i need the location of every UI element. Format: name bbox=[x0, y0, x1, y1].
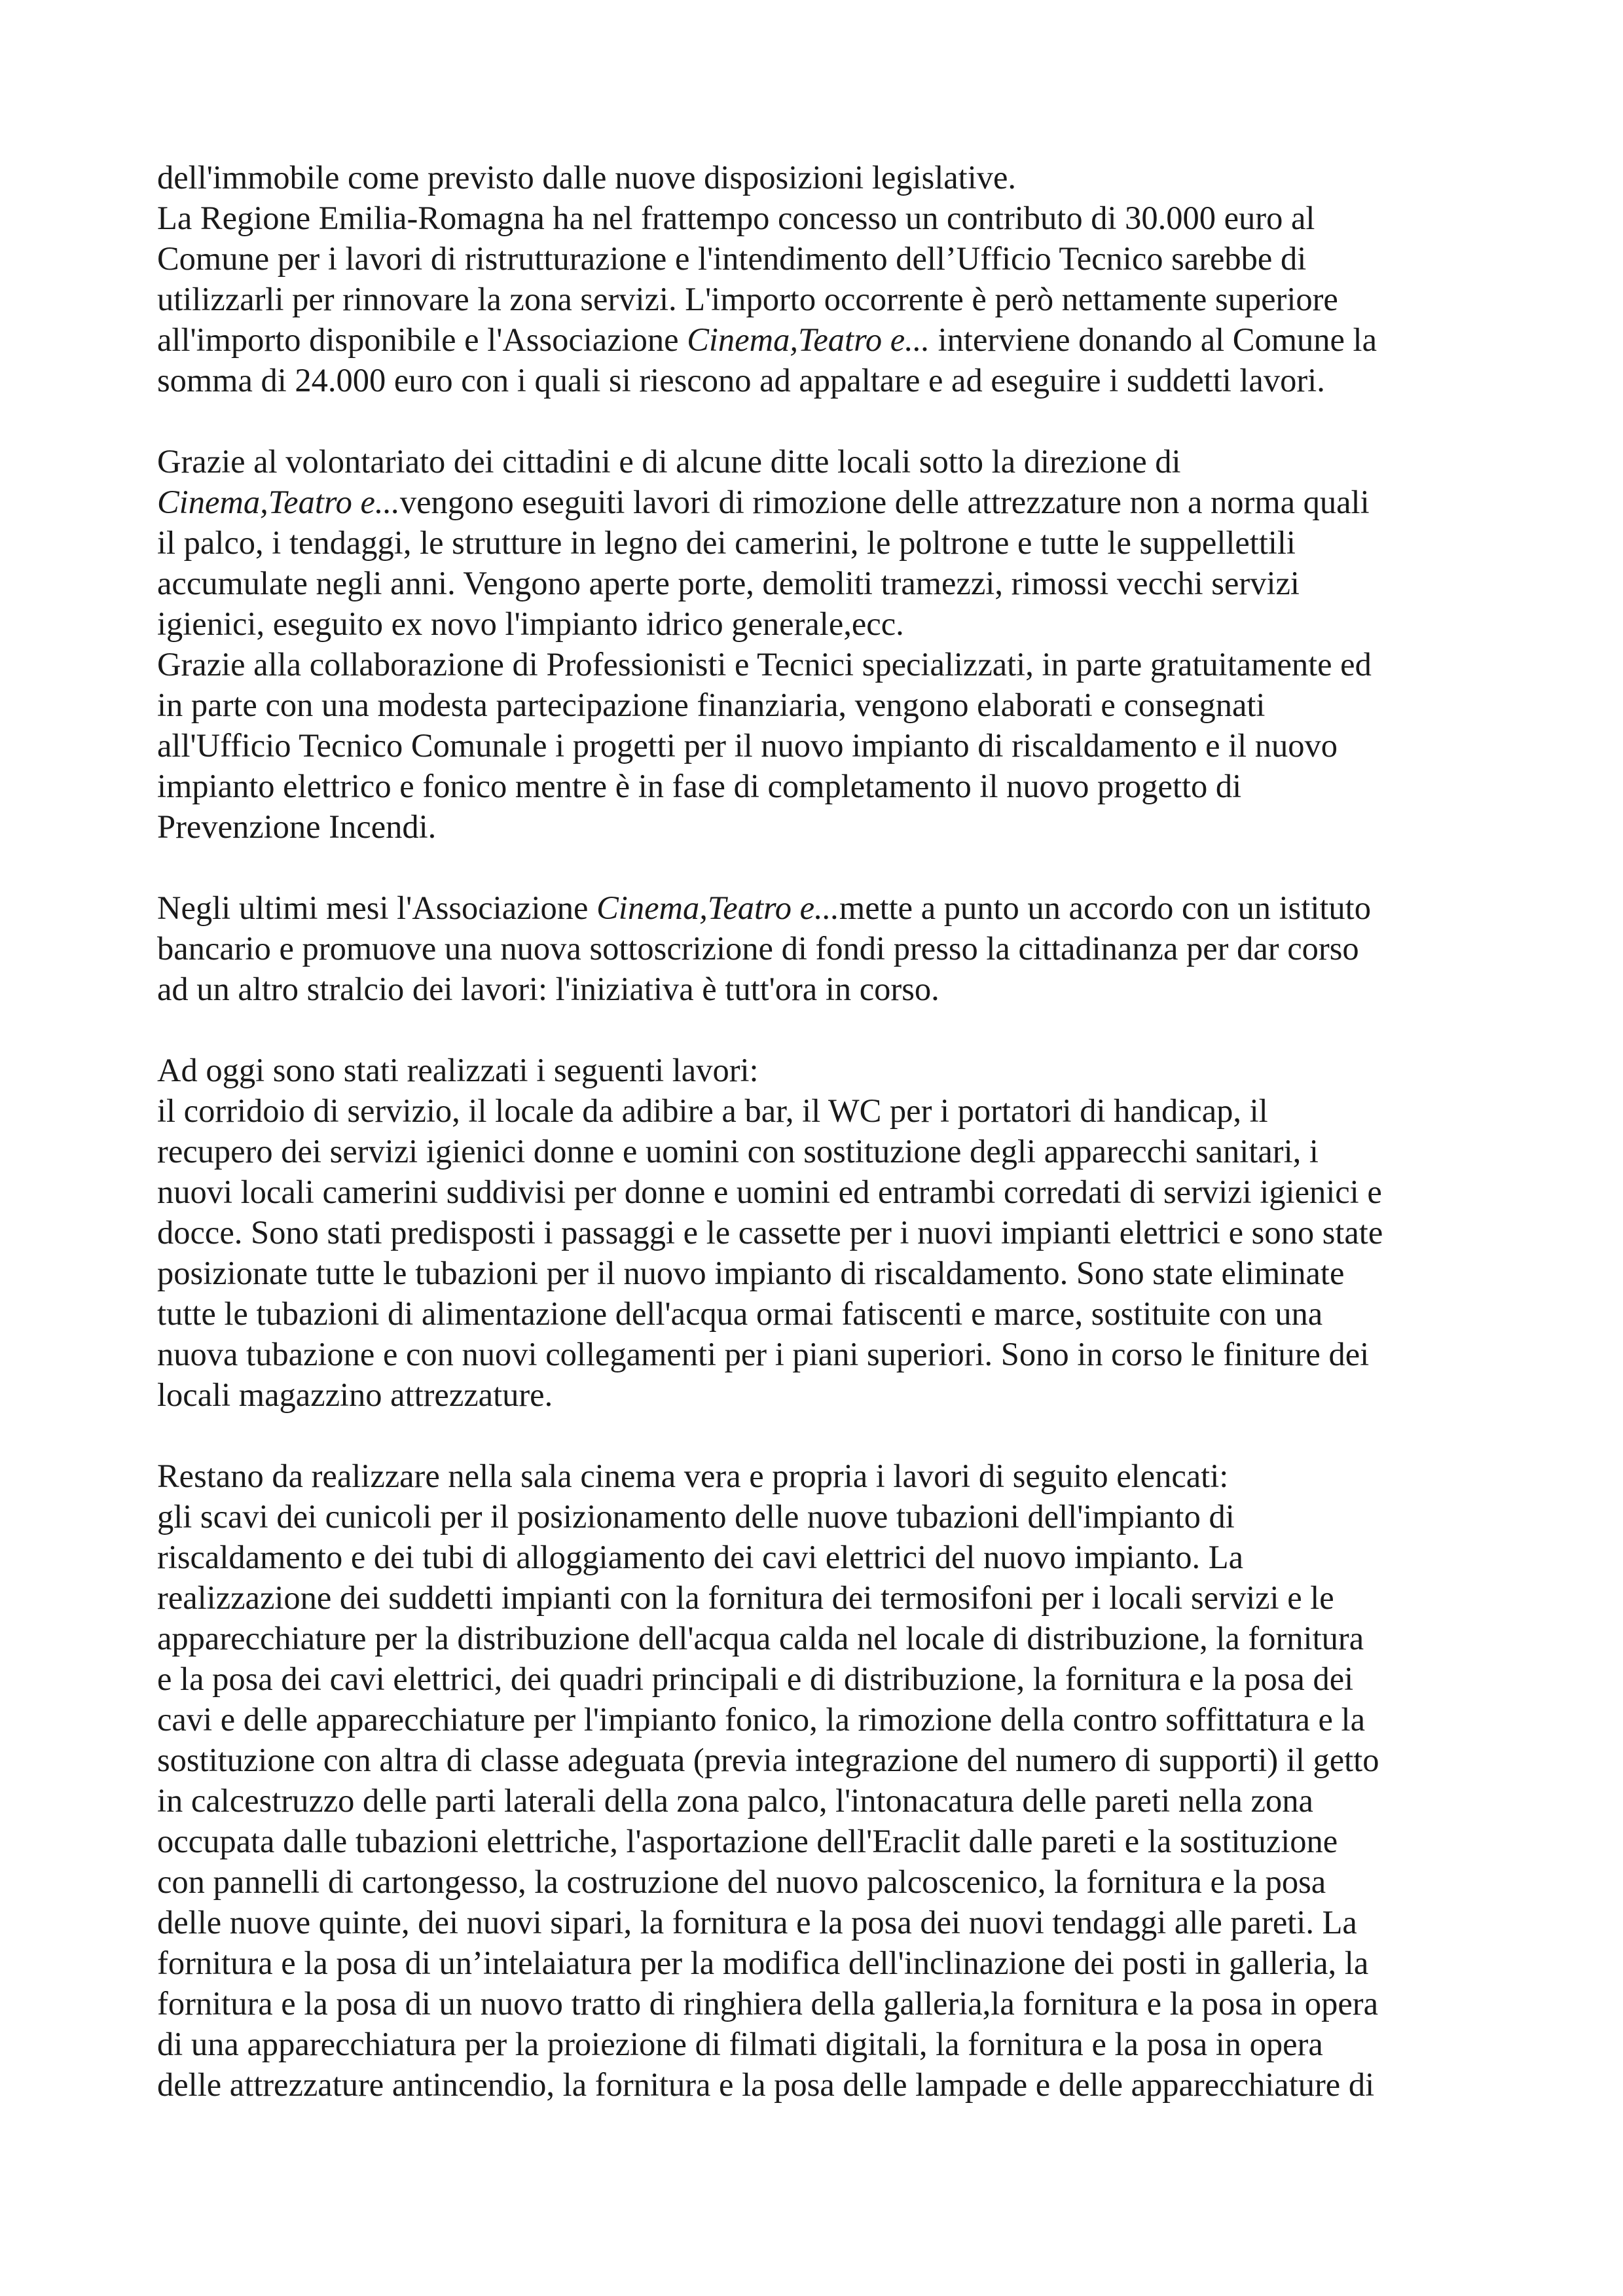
text-line bbox=[157, 603, 1486, 644]
paragraph bbox=[157, 888, 1486, 1009]
text-line bbox=[157, 725, 1486, 766]
text-run: Restano da realizzare nella sala cinema vera e propria i lavori di seguito elencati: bbox=[157, 1458, 1229, 1494]
text-line bbox=[157, 1456, 1486, 1496]
text-run: La Regione Emilia-Romagna ha nel frattempo concesso un contributo di 30.000 euro al bbox=[157, 200, 1315, 236]
text-run: occupata dalle tubazioni elettriche, l'asportazione dell'Eraclit dalle pareti e la sostituzione bbox=[157, 1823, 1338, 1859]
text-line bbox=[157, 319, 1486, 360]
text-line bbox=[157, 1131, 1486, 1172]
text-run: interviene donando al Comune la bbox=[930, 321, 1377, 358]
text-line bbox=[157, 1374, 1486, 1415]
text-run: nuova tubazione e con nuovi collegamenti per i piani superiori. Sono in corso le finiture dei bbox=[157, 1336, 1370, 1372]
text-run: utilizzarli per rinnovare la zona servizi. L'importo occorrente è però nettamente superiore bbox=[157, 281, 1338, 317]
text-run: sostituzione con altra di classe adeguata (previa integrazione del numero di supporti) il getto bbox=[157, 1742, 1379, 1778]
text-line bbox=[157, 1212, 1486, 1253]
text-run: in calcestruzzo delle parti laterali della zona palco, l'intonacatura delle pareti nella zona bbox=[157, 1782, 1313, 1819]
text-line bbox=[157, 2024, 1486, 2064]
text-run: in parte con una modesta partecipazione finanziaria, vengono elaborati e consegnati bbox=[157, 687, 1266, 723]
paragraph bbox=[157, 157, 1486, 401]
text-run: accumulate negli anni. Vengono aperte porte, demoliti tramezzi, rimossi vecchi servizi bbox=[157, 565, 1300, 601]
text-line bbox=[157, 360, 1486, 401]
text-run: realizzazione dei suddetti impianti con la fornitura dei termosifoni per i locali servizi e le bbox=[157, 1579, 1334, 1616]
text-line bbox=[157, 482, 1486, 522]
text-run: all'importo disponibile e l'Associazione bbox=[157, 321, 687, 358]
text-line bbox=[157, 685, 1486, 725]
text-line bbox=[157, 1618, 1486, 1659]
text-line bbox=[157, 1496, 1486, 1537]
text-run: fornitura e la posa di un nuovo tratto di ringhiera della galleria,la fornitura e la posa in opera bbox=[157, 1985, 1379, 2022]
text-line bbox=[157, 563, 1486, 603]
text-run: recupero dei servizi igienici donne e uomini con sostituzione degli apparecchi sanitari, i bbox=[157, 1133, 1319, 1170]
italic-association-name: Cinema,Teatro e... bbox=[596, 889, 839, 926]
text-line bbox=[157, 1090, 1486, 1131]
text-run: Grazie al volontariato dei cittadini e di alcune ditte locali sotto la direzione di bbox=[157, 443, 1181, 480]
text-run: delle nuove quinte, dei nuovi sipari, la fornitura e la posa dei nuovi tendaggi alle pareti. La bbox=[157, 1904, 1357, 1941]
italic-association-name: Cinema,Teatro e... bbox=[687, 321, 930, 358]
text-run: Ad oggi sono stati realizzati i seguenti lavori: bbox=[157, 1052, 759, 1088]
text-line bbox=[157, 157, 1486, 198]
text-line bbox=[157, 1821, 1486, 1861]
text-line bbox=[157, 1699, 1486, 1740]
text-run: somma di 24.000 euro con i quali si riescono ad appaltare e ad eseguire i suddetti lavori. bbox=[157, 362, 1325, 399]
text-run: il palco, i tendaggi, le strutture in legno dei camerini, le poltrone e tutte le suppellettili bbox=[157, 524, 1296, 561]
text-line bbox=[157, 928, 1486, 969]
text-run: con pannelli di cartongesso, la costruzione del nuovo palcoscenico, la fornitura e la posa bbox=[157, 1863, 1326, 1900]
text-run: posizionate tutte le tubazioni per il nuovo impianto di riscaldamento. Sono state eliminate bbox=[157, 1255, 1345, 1291]
text-line bbox=[157, 1659, 1486, 1699]
text-line bbox=[157, 766, 1486, 806]
text-run: Grazie alla collaborazione di Professionisti e Tecnici specializzati, in parte gratuitamente ed bbox=[157, 646, 1372, 683]
text-line bbox=[157, 806, 1486, 847]
text-line bbox=[157, 1983, 1486, 2024]
text-line bbox=[157, 1577, 1486, 1618]
paragraph bbox=[157, 1456, 1486, 2105]
italic-association-name: Cinema,Teatro e... bbox=[157, 484, 400, 520]
text-run: tutte le tubazioni di alimentazione dell'acqua ormai fatiscenti e marce, sostituite con una bbox=[157, 1295, 1323, 1332]
text-run: apparecchiature per la distribuzione dell'acqua calda nel locale di distribuzione, la fornitura bbox=[157, 1620, 1364, 1657]
text-line bbox=[157, 1902, 1486, 1943]
paragraph-gap bbox=[157, 1415, 1486, 1456]
text-line bbox=[157, 522, 1486, 563]
text-run: impianto elettrico e fonico mentre è in fase di completamento il nuovo progetto di bbox=[157, 768, 1242, 804]
text-line bbox=[157, 1050, 1486, 1090]
text-run: igienici, eseguito ex novo l'impianto idrico generale,ecc. bbox=[157, 605, 904, 642]
text-run: mette a punto un accordo con un istituto bbox=[839, 889, 1371, 926]
paragraph-gap bbox=[157, 1009, 1486, 1050]
text-run: bancario e promuove una nuova sottoscrizione di fondi presso la cittadinanza per dar corso bbox=[157, 930, 1359, 967]
text-line bbox=[157, 2064, 1486, 2105]
paragraph-gap bbox=[157, 847, 1486, 888]
paragraph bbox=[157, 441, 1486, 847]
text-line bbox=[157, 1334, 1486, 1374]
text-line bbox=[157, 238, 1486, 279]
text-run: locali magazzino attrezzature. bbox=[157, 1376, 553, 1413]
text-line bbox=[157, 1172, 1486, 1212]
paragraph-gap bbox=[157, 401, 1486, 441]
text-line bbox=[157, 1740, 1486, 1780]
text-run: di una apparecchiatura per la proiezione di filmati digitali, la fornitura e la posa in opera bbox=[157, 2026, 1323, 2062]
text-line bbox=[157, 1537, 1486, 1577]
text-run: Negli ultimi mesi l'Associazione bbox=[157, 889, 597, 926]
document-page bbox=[157, 157, 1486, 2105]
text-run: Prevenzione Incendi. bbox=[157, 808, 437, 845]
text-line bbox=[157, 888, 1486, 928]
text-run: fornitura e la posa di un’intelaiatura per la modifica dell'inclinazione dei posti in galleria, la bbox=[157, 1945, 1369, 1981]
text-run: ad un altro stralcio dei lavori: l'iniziativa è tutt'ora in corso. bbox=[157, 971, 939, 1007]
text-run: nuovi locali camerini suddivisi per donne e uomini ed entrambi corredati di servizi igienici e bbox=[157, 1174, 1382, 1210]
text-run: gli scavi dei cunicoli per il posizionamento delle nuove tubazioni dell'impianto di bbox=[157, 1498, 1235, 1535]
text-line bbox=[157, 644, 1486, 685]
text-run: delle attrezzature antincendio, la fornitura e la posa delle lampade e delle apparecchiature di bbox=[157, 2066, 1375, 2103]
text-run: e la posa dei cavi elettrici, dei quadri principali e di distribuzione, la fornitura e la posa dei bbox=[157, 1660, 1354, 1697]
text-run: vengono eseguiti lavori di rimozione delle attrezzature non a norma quali bbox=[399, 484, 1370, 520]
text-line bbox=[157, 969, 1486, 1009]
text-line bbox=[157, 1253, 1486, 1293]
text-line bbox=[157, 198, 1486, 238]
text-run: riscaldamento e dei tubi di alloggiamento dei cavi elettrici del nuovo impianto. La bbox=[157, 1539, 1243, 1575]
text-run: all'Ufficio Tecnico Comunale i progetti per il nuovo impianto di riscaldamento e il nuovo bbox=[157, 727, 1338, 764]
paragraph bbox=[157, 1050, 1486, 1415]
text-line bbox=[157, 441, 1486, 482]
text-run: Comune per i lavori di ristrutturazione e l'intendimento dell’Ufficio Tecnico sarebbe di bbox=[157, 240, 1307, 277]
text-line bbox=[157, 1861, 1486, 1902]
text-run: cavi e delle apparecchiature per l'impianto fonico, la rimozione della contro soffittatura e la bbox=[157, 1701, 1366, 1738]
text-run: dell'immobile come previsto dalle nuove disposizioni legislative. bbox=[157, 159, 1017, 196]
text-run: docce. Sono stati predisposti i passaggi e le cassette per i nuovi impianti elettrici e sono state bbox=[157, 1214, 1383, 1251]
text-line bbox=[157, 1943, 1486, 1983]
text-line bbox=[157, 1293, 1486, 1334]
text-line bbox=[157, 1780, 1486, 1821]
text-line bbox=[157, 279, 1486, 319]
text-run: il corridoio di servizio, il locale da adibire a bar, il WC per i portatori di handicap, il bbox=[157, 1092, 1268, 1129]
